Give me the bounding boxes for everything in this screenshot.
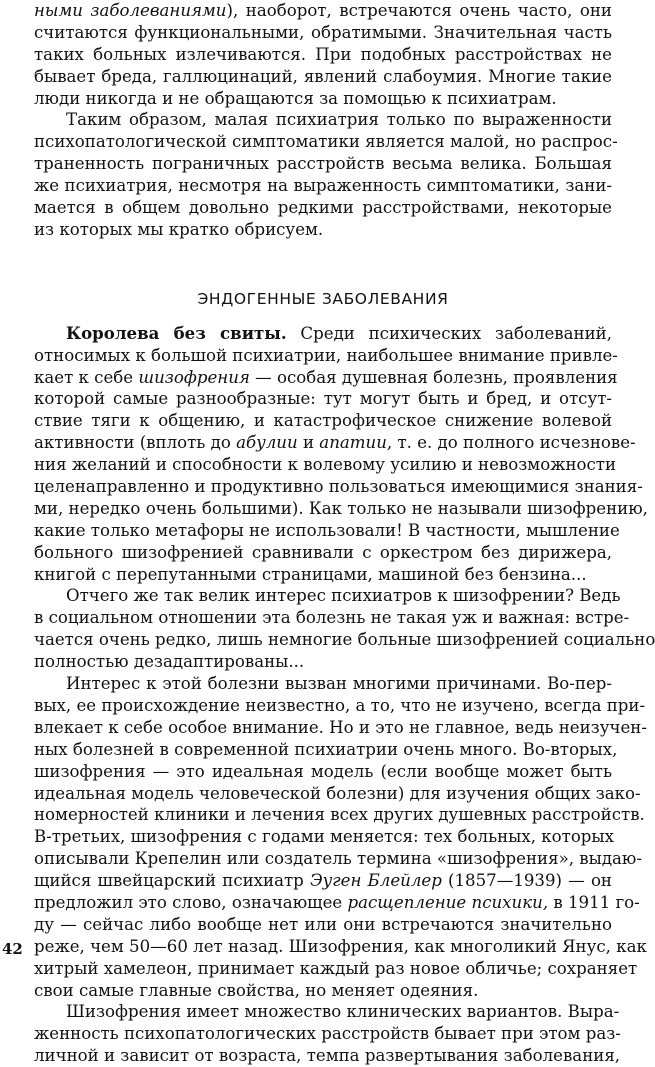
text-run: чается очень редко, лишь немногие больные шизофренией социально bbox=[34, 630, 655, 650]
text-line bbox=[34, 44, 612, 66]
text-line bbox=[34, 848, 642, 870]
text-line bbox=[34, 761, 612, 783]
text-run: Отчего же так велик интерес психиатров к шизофрении? Ведь bbox=[66, 586, 621, 606]
text-line bbox=[34, 1023, 621, 1045]
text-run: женность психопатологических расстройств бывает при этом раз- bbox=[34, 1024, 621, 1044]
bold-text-run: Королева без свиты. bbox=[66, 322, 287, 343]
text-run: ствие тяги к общению, и катастрофическое снижение волевой bbox=[34, 411, 612, 431]
text-line bbox=[34, 476, 643, 498]
text-line bbox=[34, 219, 612, 241]
text-line bbox=[34, 739, 618, 761]
text-line bbox=[34, 958, 638, 980]
text-line bbox=[34, 197, 612, 219]
text-run: траненность пограничных расстройств весьма велика. Большая bbox=[34, 154, 612, 174]
text-line bbox=[34, 498, 648, 520]
text-run: относимых к большой психиатрии, наибольшее внимание привле- bbox=[34, 345, 618, 365]
text-run: кает к себе bbox=[34, 367, 139, 387]
text-line bbox=[34, 585, 621, 607]
text-run: активности (вплоть до bbox=[34, 433, 237, 453]
text-run: ния желаний и способности к волевому усилию и невозможности bbox=[34, 455, 617, 475]
text-block-schizophrenia bbox=[34, 322, 655, 1067]
text-run: , т. е. до полного исчезнове- bbox=[386, 433, 636, 453]
text-line bbox=[34, 804, 645, 826]
italic-text-run: расщепление психики, bbox=[347, 892, 549, 912]
text-line bbox=[34, 131, 618, 153]
text-run: и bbox=[297, 433, 320, 453]
text-block-intro bbox=[34, 0, 618, 241]
text-run: Таким образом, малая психиатрия только по выраженности bbox=[66, 110, 612, 130]
italic-text-run: шизофрения bbox=[138, 367, 250, 387]
text-run: которой самые разнообразные: тут могут быть и бред, и отсут- bbox=[34, 389, 612, 409]
text-run: ных болезней в современной психиатрии очень много. Во-вторых, bbox=[34, 739, 618, 759]
text-line bbox=[34, 0, 612, 22]
text-line bbox=[34, 323, 612, 345]
text-run: больного шизофренией сравнивали с оркестром без дирижера, bbox=[34, 542, 612, 562]
text-line bbox=[34, 410, 612, 432]
text-line bbox=[34, 673, 612, 695]
text-run: свои самые главные свойства, но меняет одеяния. bbox=[34, 980, 479, 1000]
text-line bbox=[34, 367, 618, 389]
text-line bbox=[34, 153, 612, 175]
italic-text-run: ными заболеваниями bbox=[34, 1, 227, 20]
text-line bbox=[34, 1045, 621, 1067]
text-line bbox=[34, 454, 617, 476]
text-run: какие только метафоры не использовали! В частности, мышление bbox=[34, 520, 620, 540]
italic-text-run: апатии bbox=[319, 433, 387, 453]
text-line bbox=[34, 651, 612, 673]
text-line bbox=[34, 936, 647, 958]
text-line bbox=[34, 564, 612, 586]
text-run: мается в общем довольно редкими расстройствами, некоторые bbox=[34, 198, 612, 218]
text-run: книгой с перепутанными страницами, машиной без бензина... bbox=[34, 564, 587, 584]
text-run: вых, ее происхождение неизвестно, а то, что не изучено, всегда при- bbox=[34, 695, 646, 715]
text-line bbox=[34, 432, 636, 454]
text-run: щийся швейцарский психиатр bbox=[34, 871, 310, 891]
text-run: считаются функциональными, обратимыми. Значительная часть bbox=[34, 22, 612, 42]
text-run: же психиатрия, несмотря на выраженность симптоматики, зани- bbox=[34, 176, 612, 196]
text-run: хитрый хамелеон, принимает каждый раз новое обличье; сохраняет bbox=[34, 958, 638, 978]
text-run: ду — сейчас либо вообще нет или они встречаются значительно bbox=[34, 914, 612, 934]
text-run: В-третьих, шизофрения с годами меняется: тех больных, которых bbox=[34, 827, 614, 847]
text-run: целенаправленно и продуктивно пользоваться имеющимися знания- bbox=[34, 477, 643, 497]
text-run: полностью дезадаптированы... bbox=[34, 652, 305, 672]
text-run: влекает к себе особое внимание. Но и это не главное, ведь неизучен- bbox=[34, 717, 647, 737]
italic-text-run: Эуген Блейлер bbox=[309, 871, 442, 891]
section-spacer bbox=[34, 241, 612, 285]
text-line bbox=[34, 892, 640, 914]
text-line bbox=[34, 980, 612, 1002]
text-run: (1857—1939) — он bbox=[441, 871, 612, 891]
text-line bbox=[34, 520, 620, 542]
text-run: Шизофрения имеет множество клинических вариантов. Выра- bbox=[66, 1002, 620, 1022]
text-run: ми, нередко очень большими). Как только не называли шизофрению, bbox=[34, 498, 648, 518]
text-run: шизофрения — это идеальная модель (если вообще может быть bbox=[34, 761, 612, 781]
text-line bbox=[34, 109, 612, 131]
text-run: — особая душевная болезнь, проявления bbox=[249, 367, 618, 387]
text-run: Интерес к этой болезни вызван многими причинами. Во-пер- bbox=[66, 674, 612, 694]
text-run: люди никогда и не обращаются за помощью к психиатрам. bbox=[34, 88, 557, 108]
text-run: предложил это слово, означающее bbox=[34, 892, 348, 912]
text-run: психопатологической симптоматики является малой, но распрос- bbox=[34, 132, 618, 152]
text-line bbox=[34, 542, 612, 564]
page-number: 42 bbox=[2, 940, 23, 958]
text-line bbox=[34, 629, 655, 651]
text-line bbox=[34, 175, 612, 197]
text-run: идеальная модель человеческой болезни) для изучения общих зако- bbox=[34, 783, 641, 803]
text-line bbox=[34, 22, 612, 44]
text-line bbox=[34, 345, 618, 367]
text-line bbox=[34, 914, 612, 936]
text-run: описывали Крепелин или создатель термина «шизофрения», выдаю- bbox=[34, 849, 642, 869]
text-run: в социальном отношении эта болезнь не такая уж и важная: встре- bbox=[34, 608, 630, 628]
text-run: из которых мы кратко обрисуем. bbox=[34, 219, 324, 239]
text-line bbox=[34, 695, 646, 717]
text-run: в 1911 го- bbox=[548, 892, 640, 912]
text-line bbox=[34, 783, 641, 805]
text-line bbox=[34, 607, 630, 629]
text-run: ), наоборот, встречаются очень часто, они bbox=[226, 1, 612, 20]
text-run: Среди психических заболеваний, bbox=[286, 323, 613, 343]
text-line bbox=[34, 66, 612, 88]
text-run: таких больных излечиваются. При подобных расстройствах не bbox=[34, 44, 612, 64]
italic-text-run: абулии bbox=[236, 433, 298, 453]
text-line bbox=[34, 717, 647, 739]
text-line bbox=[34, 1001, 620, 1023]
text-line bbox=[34, 826, 612, 848]
text-line bbox=[34, 88, 612, 110]
text-run: бывает бреда, галлюцинаций, явлений слабоумия. Многие такие bbox=[34, 66, 612, 86]
text-run: номерностей клиники и лечения всех других душевных расстройств. bbox=[34, 805, 645, 825]
text-run: личной и зависит от возраста, темпа развертывания заболевания, bbox=[34, 1046, 621, 1066]
text-line bbox=[34, 870, 612, 892]
text-line bbox=[34, 388, 612, 410]
text-run: реже, чем 50—60 лет назад. Шизофрения, как многоликий Янус, как bbox=[34, 936, 647, 956]
section-heading: ЭНДОГЕННЫЕ ЗАБОЛЕВАНИЯ bbox=[197, 289, 449, 308]
